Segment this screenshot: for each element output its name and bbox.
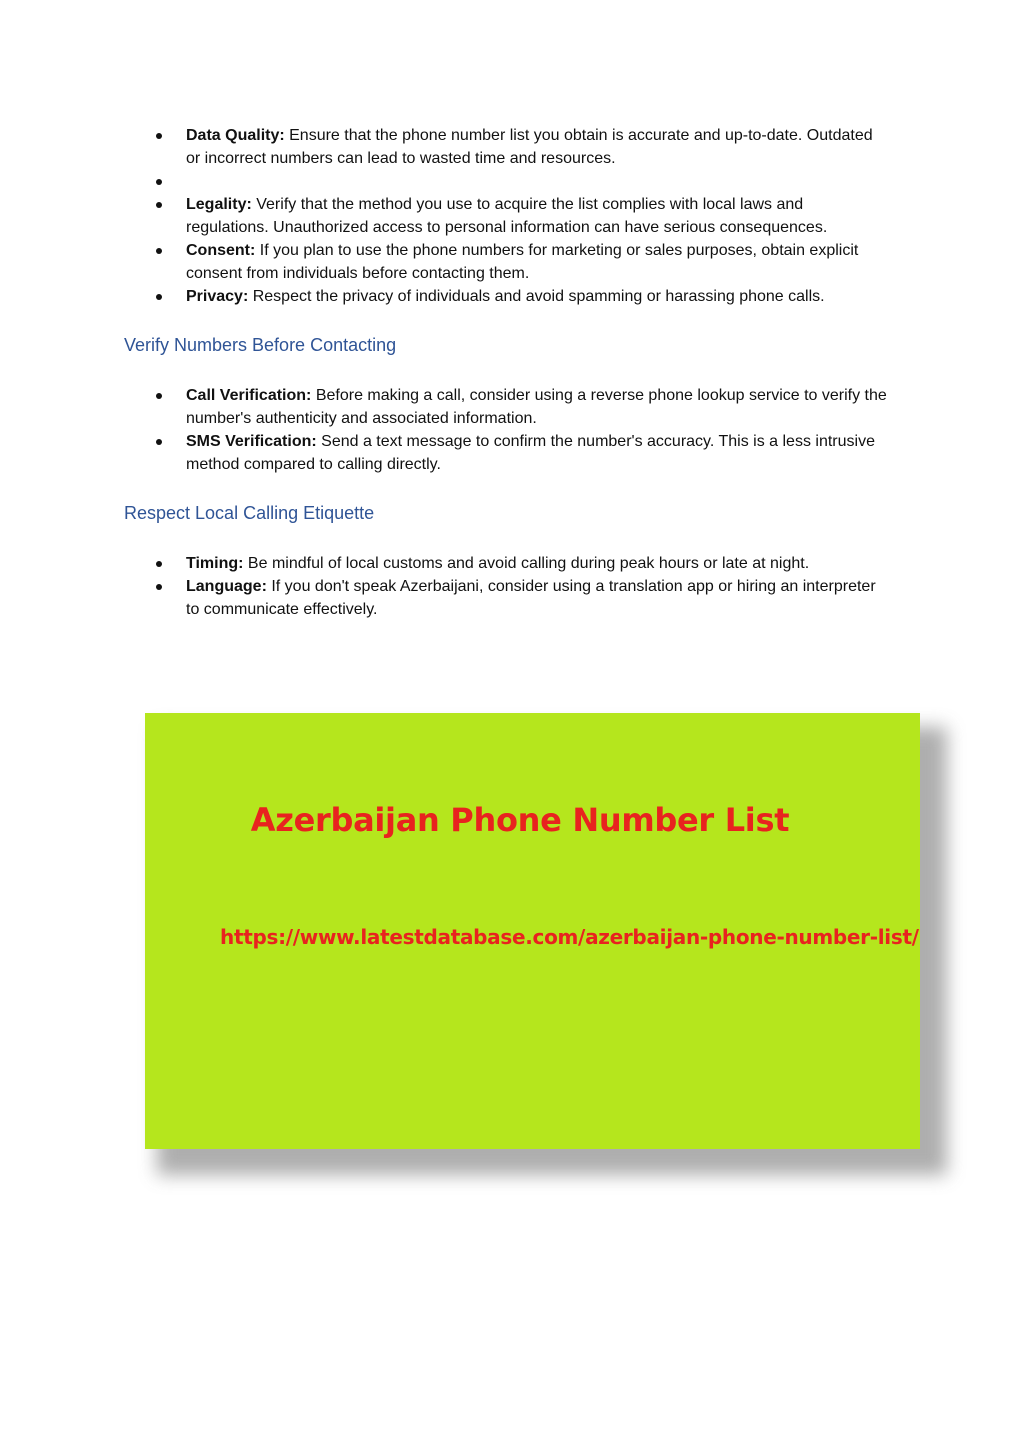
item-text: If you plan to use the phone numbers for marketing or sales purposes, obtain explicit consent from individuals before contacting them. (186, 242, 859, 282)
considerations-list (150, 124, 890, 308)
item-term: Data Quality: (186, 127, 285, 144)
item-text: Verify that the method you use to acquire the list complies with local laws and regulations. Unauthorized access to personal information can have serious consequences. (186, 196, 828, 236)
list-item (150, 430, 890, 476)
list-item (150, 575, 890, 621)
banner-title: Azerbaijan Phone Number List (250, 801, 790, 839)
list-item (150, 239, 890, 285)
item-text: Respect the privacy of individuals and avoid spamming or harassing phone calls. (248, 288, 825, 305)
item-term: Consent: (186, 242, 256, 259)
item-term: Call Verification: (186, 387, 312, 404)
bullet-icon (156, 133, 162, 139)
item-term: Timing: (186, 555, 244, 572)
banner-panel (145, 713, 920, 1149)
item-text: If you don't speak Azerbaijani, consider using a translation app or hiring an interpreter to communicate effectively. (186, 578, 876, 618)
list-item (150, 170, 890, 193)
section-heading-verify: Verify Numbers Before Contacting (124, 335, 397, 355)
item-text: Before making a call, consider using a reverse phone lookup service to verify the number's authenticity and associated information. (186, 387, 887, 427)
bullet-icon (156, 561, 162, 567)
item-term: SMS Verification: (186, 433, 317, 450)
list-item (150, 384, 890, 430)
bullet-icon (156, 393, 162, 399)
item-term: Privacy: (186, 288, 249, 305)
verify-list (150, 384, 890, 476)
bullet-icon (156, 294, 162, 300)
banner-image (145, 713, 920, 1149)
bullet-icon (156, 584, 162, 590)
etiquette-list (150, 552, 890, 621)
section-heading-etiquette: Respect Local Calling Etiquette (124, 503, 375, 523)
list-item (150, 193, 890, 239)
item-text: Be mindful of local customs and avoid calling during peak hours or late at night. (243, 555, 810, 572)
item-text: Ensure that the phone number list you obtain is accurate and up-to-date. Outdated or incorrect numbers can lead to wasted time and resources. (186, 127, 873, 167)
bullet-icon (156, 248, 162, 254)
item-text: Send a text message to confirm the number's accuracy. This is a less intrusive method compared to calling directly. (186, 433, 875, 473)
list-item (150, 285, 890, 308)
list-item (150, 124, 890, 170)
bullet-icon (156, 439, 162, 445)
item-term: Legality: (186, 196, 252, 213)
list-item (150, 552, 890, 575)
bullet-icon (156, 202, 162, 208)
banner-url-link[interactable]: https://www.latestdatabase.com/azerbaijan-phone-number-list/ (220, 925, 919, 949)
item-term: Language: (186, 578, 267, 595)
bullet-icon (156, 179, 162, 185)
